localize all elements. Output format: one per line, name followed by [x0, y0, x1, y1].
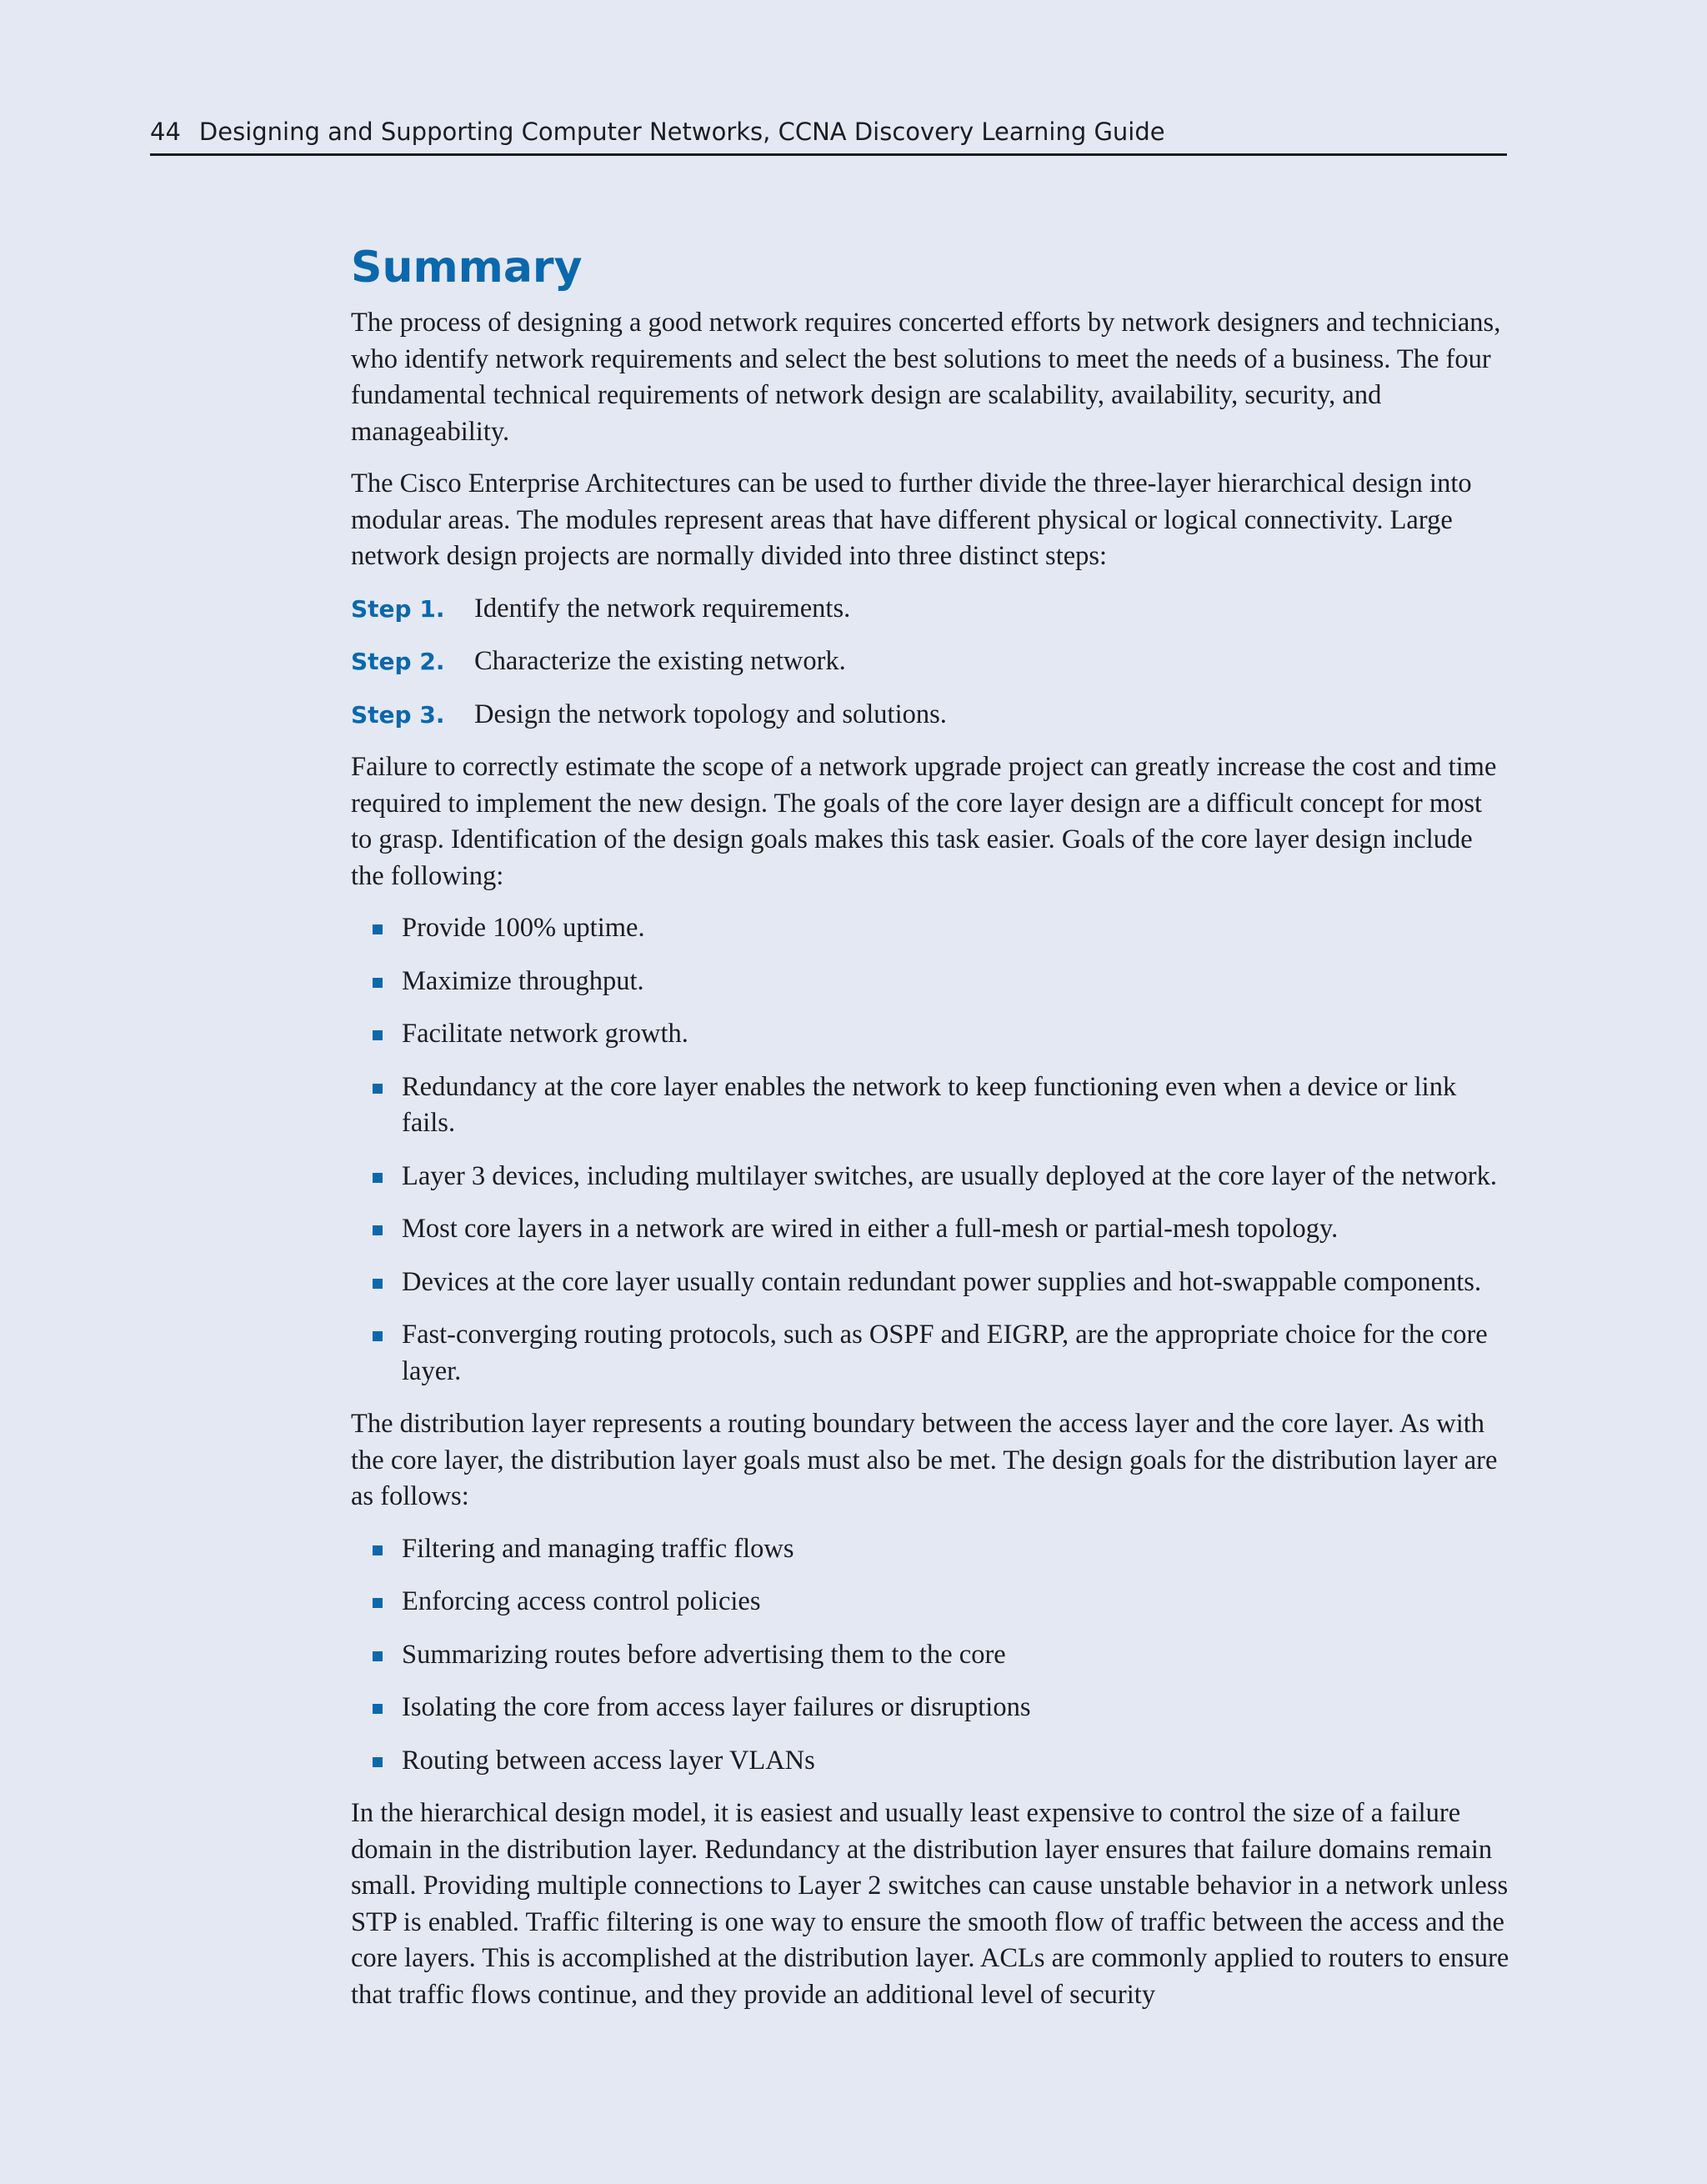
step-text: Characterize the existing network. [474, 646, 846, 676]
step-text: Identify the network requirements. [474, 593, 851, 624]
page-number: 44 [150, 118, 181, 146]
list-item: Routing between access layer VLANs [402, 1743, 1509, 1780]
list-item: Isolating the core from access layer failures or disruptions [402, 1690, 1509, 1726]
paragraph-distribution: The distribution layer represents a routing boundary between the access layer and the core layer. As with the core layer, the distribution layer goals must also be met. The design goals for the distribution layer are as follows: [351, 1409, 1498, 1511]
step-item [351, 697, 1509, 734]
design-steps-list [351, 591, 1509, 734]
step-label: Step 3. [351, 700, 445, 729]
section-title: Summary [351, 243, 583, 293]
list-item: Summarizing routes before advertising them to the core [402, 1637, 1509, 1674]
paragraph-intro: The process of designing a good network requires concerted efforts by network designers and technicians, who identify network requirements and select the best solutions to meet the needs of a business. The four fundamental technical requirements of network design are scalability, availability, security, and manageability. [351, 308, 1501, 447]
list-item: Provide 100% uptime. [402, 910, 1509, 947]
page-content [351, 238, 1509, 2029]
paragraph-core-goals: Failure to correctly estimate the scope of a network upgrade project can greatly increase the cost and time required to implement the new design. The goals of the core layer design are a difficult concept for most to grasp. Identification of the design goals makes this task easier. Goals of the core layer design include the following: [351, 752, 1497, 891]
running-header [150, 113, 1507, 156]
step-text: Design the network topology and solutions. [474, 699, 947, 729]
list-item: Enforcing access control policies [402, 1584, 1509, 1620]
core-goals-list [351, 910, 1509, 1390]
list-item: Maximize throughput. [402, 964, 1509, 1000]
step-item [351, 644, 1509, 680]
list-item: Facilitate network growth. [402, 1016, 1509, 1053]
step-item [351, 591, 1509, 628]
list-item: Layer 3 devices, including multilayer switches, are usually deployed at the core layer of the network. [402, 1159, 1509, 1195]
list-item: Most core layers in a network are wired in either a full-mesh or partial-mesh topology. [402, 1211, 1509, 1248]
running-title: Designing and Supporting Computer Networks, CCNA Discovery Learning Guide [198, 118, 1165, 146]
distribution-goals-list [351, 1531, 1509, 1780]
step-label: Step 1. [351, 594, 445, 623]
list-item: Redundancy at the core layer enables the network to keep functioning even when a device or link fails. [402, 1069, 1509, 1142]
step-label: Step 2. [351, 648, 445, 675]
paragraph-architectures: The Cisco Enterprise Architectures can be used to further divide the three-layer hierarchical design into modular areas. The modules represent areas that have different physical or logical connectivity. Large network design projects are normally divided into three distinct steps: [351, 468, 1472, 571]
list-item: Devices at the core layer usually contain redundant power supplies and hot-swappable components. [402, 1265, 1509, 1301]
list-item: Fast-converging routing protocols, such as OSPF and EIGRP, are the appropriate choice for the core layer. [402, 1317, 1509, 1390]
paragraph-hierarchical-model: In the hierarchical design model, it is easiest and usually least expensive to control the size of a failure domain in the distribution layer. Redundancy at the distribution layer ensures that failure domains remain small. Providing multiple connections to Layer 2 switches can cause unstable behavior in a network unless STP is enabled. Traffic filtering is one way to ensure the smooth flow of traffic between the access and the core layers. This is accomplished at the distribution layer. ACLs are commonly applied to routers to ensure that traffic flows continue, and they provide an additional level of security [351, 1798, 1509, 2010]
list-item: Filtering and managing traffic flows [402, 1531, 1509, 1568]
